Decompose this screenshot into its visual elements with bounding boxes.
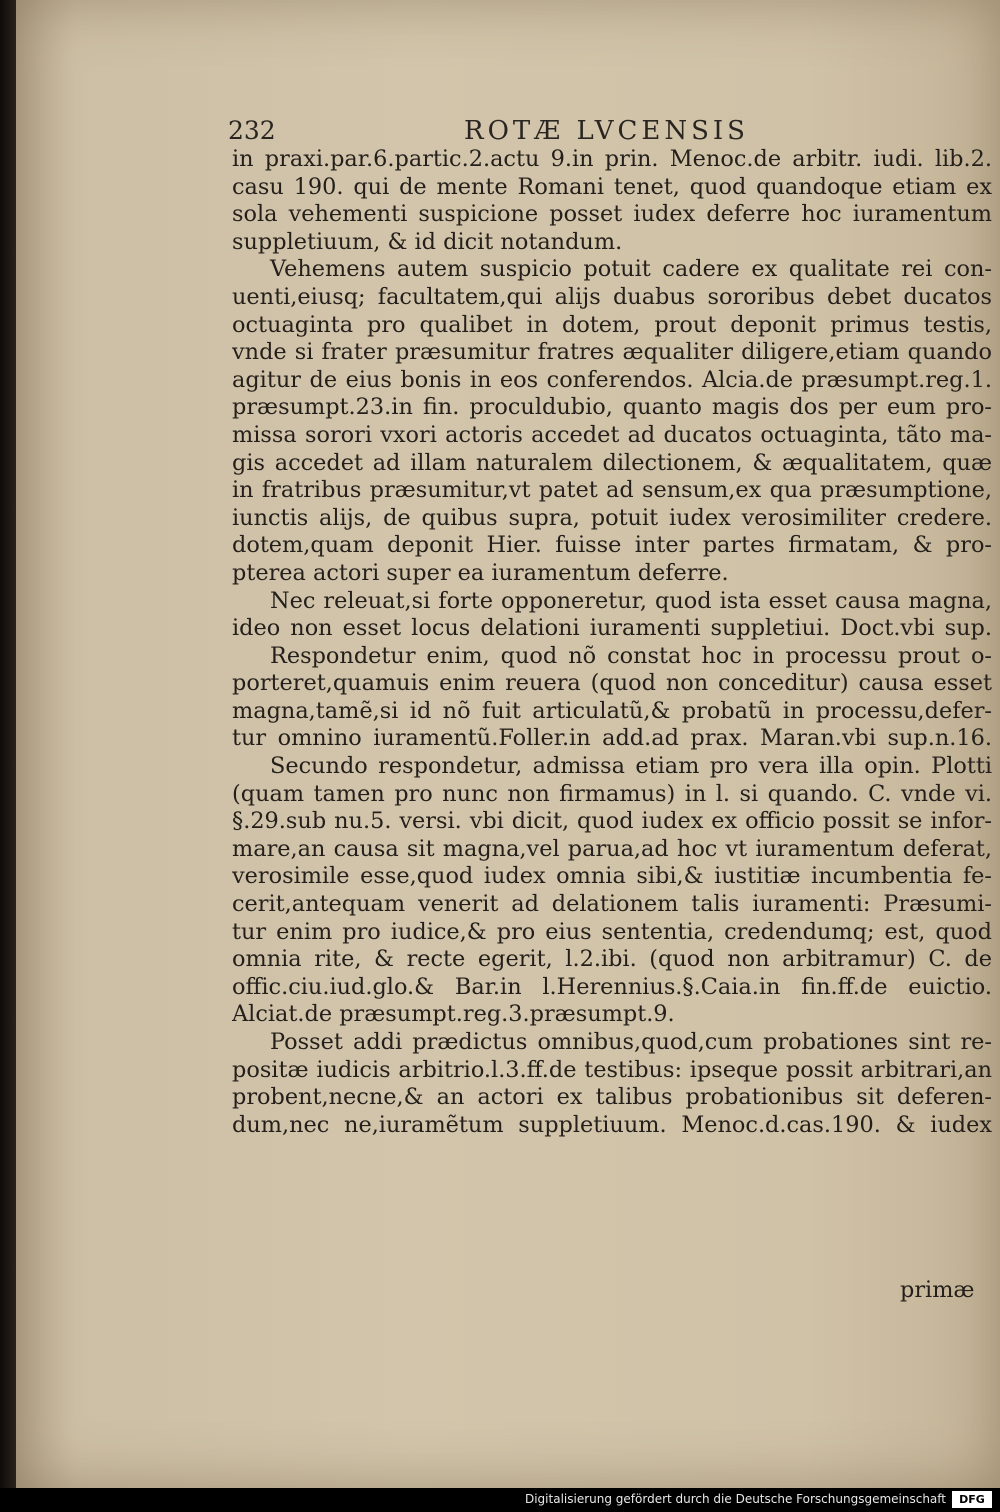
text-line: Secundo respondetur, admissa etiam pro vera illa opin. Plotti: [270, 753, 992, 780]
text-line: casu 190. qui de mente Romani tenet, quod quandoque etiam ex: [232, 173, 992, 200]
digitization-footer: [0, 1488, 1000, 1512]
text-line: positæ iudicis arbitrio.l.3.ff.de testibus: ipseque possit arbitrari,an: [232, 1056, 992, 1083]
text-line: præsumpt.23.in fin. proculdubio, quanto magis dos per eum pro-: [232, 394, 992, 421]
text-line: verosimile esse,quod iudex omnia sibi,& iustitiæ incumbentia fe-: [232, 863, 992, 890]
running-title: ROTÆ LVCENSIS: [464, 116, 749, 146]
text-line: Nec releuat,si forte opponeretur, quod ista esset causa magna,: [270, 587, 992, 614]
text-line: ideo non esset locus delationi iuramenti suppletiui. Doct.vbi sup.: [232, 615, 992, 642]
text-line: octuaginta pro qualibet in dotem, prout deponit primus testis,: [232, 311, 992, 338]
text-line: tur omnino iuramentũ.Foller.in add.ad prax. Maran.vbi sup.n.16.: [232, 725, 992, 752]
text-line: in praxi.par.6.partic.2.actu 9.in prin. Menoc.de arbitr. iudi. lib.2.: [232, 146, 992, 172]
text-line: offic.ciu.iud.glo.& Bar.in l.Herennius.§.Caia.in fin.ff.de euictio.: [232, 973, 992, 1000]
text-line: mare,an causa sit magna,vel parua,ad hoc vt iuramentum deferat,: [232, 835, 992, 862]
catchword: primæ: [900, 1277, 975, 1303]
text-line: Posset addi prædictus omnibus,quod,cum probationes sint re-: [270, 1029, 992, 1055]
funding-note: Digitalisierung gefördert durch die Deutsche Forschungsgemeinschaft: [524, 1492, 946, 1506]
text-line: suppletiuum, & id dicit notandum.: [232, 228, 623, 255]
text-line: missa sorori vxori actoris accedet ad ducatos octuaginta, tãto ma-: [232, 421, 992, 448]
text-line: magna,tamẽ,si id nõ fuit articulatũ,& probatũ in processu,defer-: [232, 697, 992, 724]
body-text: [232, 146, 992, 1139]
text-line: probent,necne,& an actori ex talibus probationibus sit deferen-: [232, 1084, 992, 1111]
text-line: tur enim pro iudice,& pro eius sententia, credendumq; est, quod: [232, 918, 992, 945]
text-line: cerit,antequam venerit ad delationem talis iuramenti: Præsumi-: [232, 891, 992, 918]
dfg-logo: DFG: [952, 1491, 992, 1508]
text-line: porteret,quamuis enim reuera (quod non conceditur) causa esset: [232, 670, 992, 697]
text-line: pterea actori super ea iuramentum deferre.: [232, 559, 729, 586]
text-line: dum,nec ne,iuramẽtum suppletiuum. Menoc.d.cas.190. & iudex: [232, 1111, 992, 1138]
text-line: agitur de eius bonis in eos conferendos. Alcia.de præsumpt.reg.1.: [232, 366, 992, 393]
page-number: 232: [228, 116, 276, 145]
text-line: (quam tamen pro nunc non firmamus) in l. si quando. C. vnde vi.: [232, 780, 992, 807]
text-line: dotem,quam deponit Hier. fuisse inter partes firmatam, & pro-: [232, 532, 992, 559]
book-spine-shadow: [0, 0, 16, 1488]
text-line: vnde si frater præsumitur fratres æqualiter diligere,etiam quando: [232, 339, 992, 366]
text-line: Respondetur enim, quod nõ constat hoc in processu prout o-: [270, 642, 992, 669]
text-line: §.29.sub nu.5. versi. vbi dicit, quod iudex ex officio possit se infor-: [232, 808, 992, 835]
text-line: uenti,eiusq; facultatem,qui alijs duabus sororibus debet ducatos: [232, 283, 992, 310]
text-line: sola vehementi suspicione posset iudex deferre hoc iuramentum: [232, 201, 992, 228]
text-line: Vehemens autem suspicio potuit cadere ex qualitate rei con-: [270, 256, 992, 283]
text-line: gis accedet ad illam naturalem dilectionem, & æqualitatem, quæ: [232, 449, 992, 476]
text-line: omnia rite, & recte egerit, l.2.ibi. (quod non arbitramur) C. de: [232, 946, 992, 973]
book-page: [16, 0, 1000, 1488]
text-line: iunctis alijs, de quibus supra, potuit iudex verosimiliter credere.: [232, 504, 992, 531]
text-line: Alciat.de præsumpt.reg.3.præsumpt.9.: [232, 1001, 675, 1028]
text-line: in fratribus præsumitur,vt patet ad sensum,ex qua præsumptione,: [232, 477, 992, 504]
